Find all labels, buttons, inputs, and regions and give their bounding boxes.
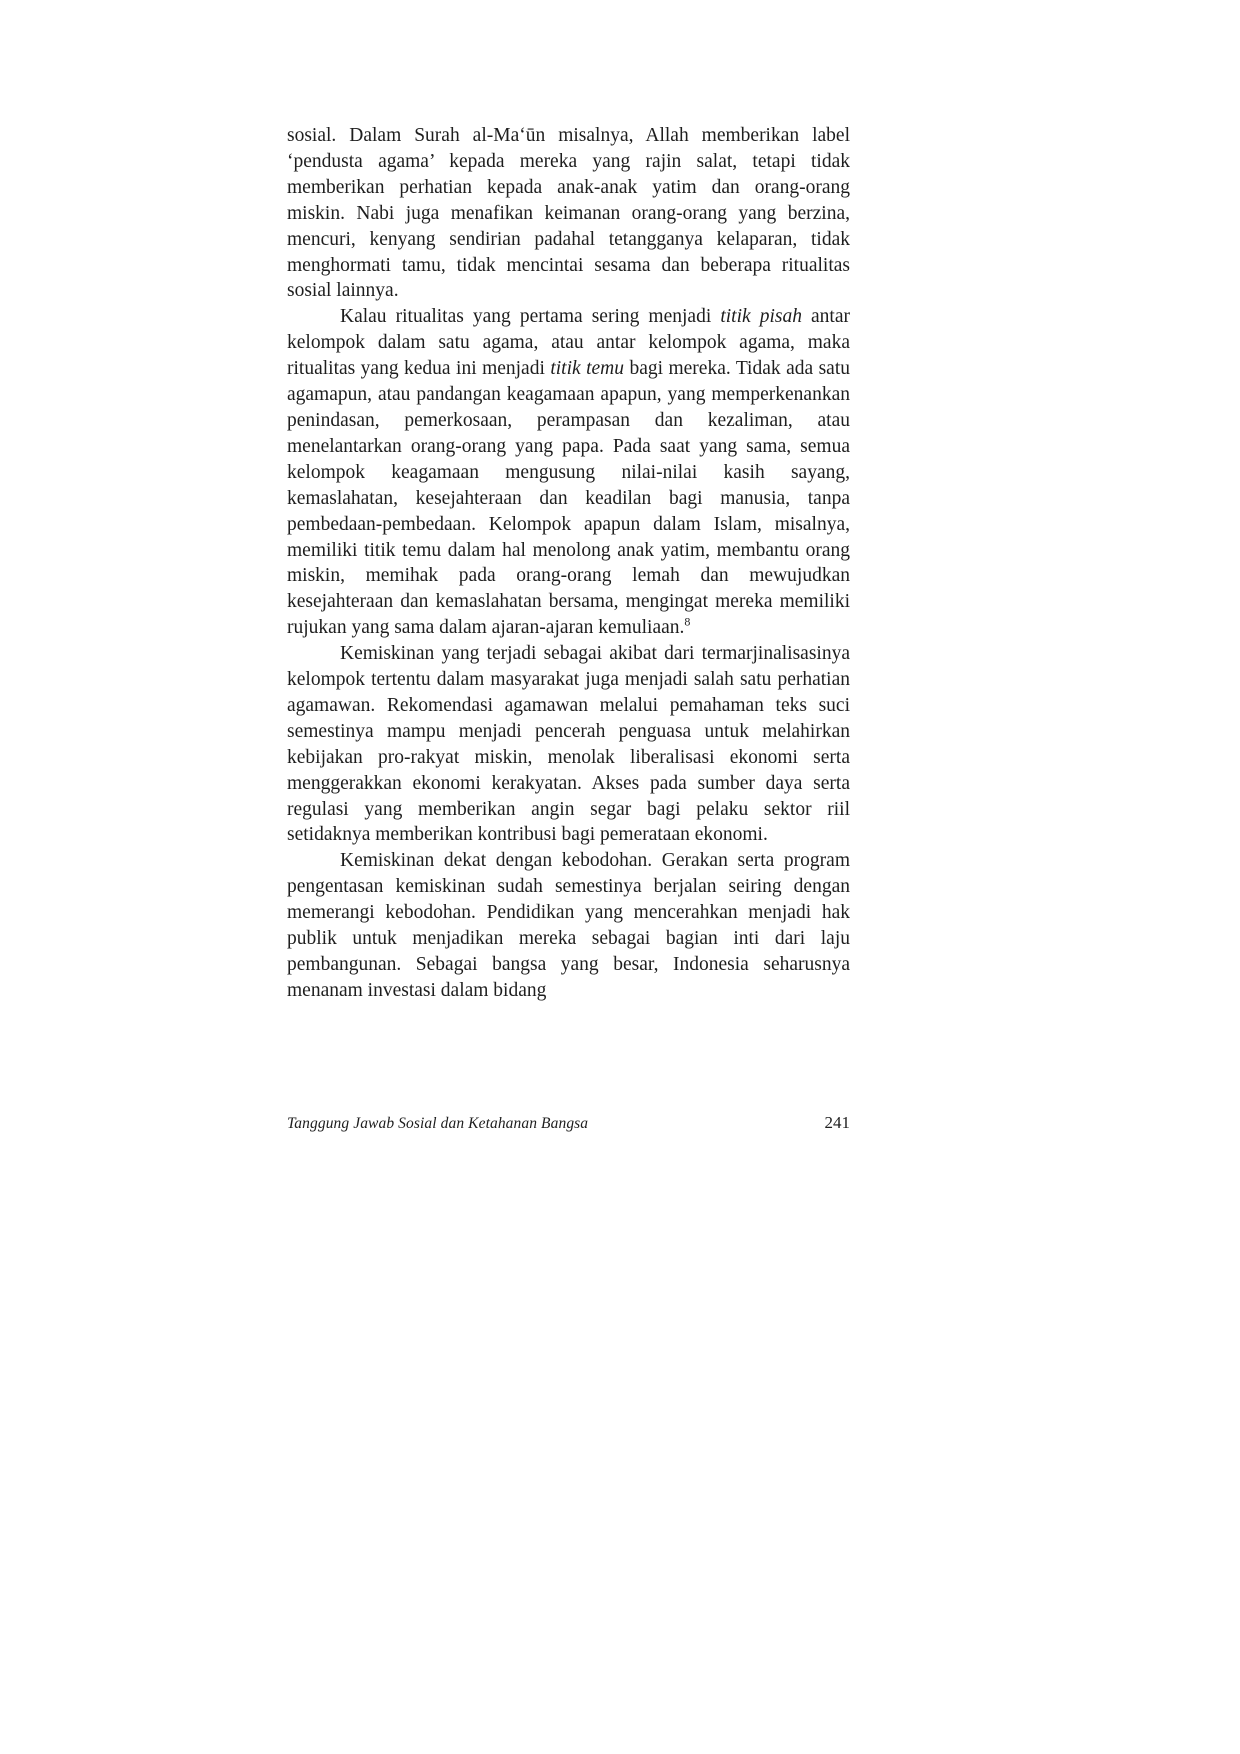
italic-phrase-titik-temu: titik temu — [550, 358, 625, 380]
page-number: 241 — [824, 1113, 850, 1132]
paragraph-2 — [287, 304, 850, 641]
body-text — [287, 123, 850, 1004]
paragraph-4-text: Kemiskinan dekat dengan kebodohan. Gerakan serta program pengentasan kemiskinan sudah semestinya berjalan seiring dengan memerangi kebodohan. Pendidikan yang mencerahkan menjadi hak publik untuk menjadikan mereka sebagai bagian inti dari laju pembangunan. Sebagai bangsa yang besar, Indonesia seharusnya menanam investasi dalam bidang — [287, 850, 850, 1001]
running-title: Tanggung Jawab Sosial dan Ketahanan Bangsa — [287, 1115, 589, 1132]
paragraph-1-text: sosial. Dalam Surah al-Ma‘ūn misalnya, Allah memberikan label ‘pendusta agama’ kepada mereka yang rajin salat, tetapi tidak memberikan perhatian kepada anak-anak yatim dan orang-orang miskin. Nabi juga menafikan keimanan orang-orang yang berzina, mencuri, kenyang sendirian padahal tetangganya kelaparan, tidak menghormati tamu, tidak mencintai sesama dan beberapa ritualitas sosial lainnya. — [287, 125, 850, 302]
page-footer — [287, 1113, 850, 1133]
paragraph-2-run-1: Kalau ritualitas yang pertama sering menjadi — [340, 306, 721, 328]
paragraph-3 — [287, 641, 850, 848]
paragraph-3-text: Kemiskinan yang terjadi sebagai akibat dari termarjinalisasinya kelompok tertentu dalam masyarakat juga menjadi salah satu perhatian agamawan. Rekomendasi agamawan melalui pemahaman teks suci semestinya mampu menjadi pencerah penguasa untuk melahirkan kebijakan pro-rakyat miskin, menolak liberalisasi ekonomi serta menggerakkan ekonomi kerakyatan. Akses pada sumber daya serta regulasi yang memberikan angin segar bagi pelaku sektor riil setidaknya memberikan kontribusi bagi pemerataan ekonomi. — [287, 643, 850, 846]
paragraph-2-run-5: bagi mereka. Tidak ada satu agamapun, atau pandangan keagamaan apapun, yang memperkenankan penindasan, pemerkosaan, perampasan dan kezaliman, atau menelantarkan orang-orang yang papa. Pada saat yang sama, semua kelompok keagamaan mengusung nilai-nilai kasih sayang, kemaslahatan, kesejahteraan dan keadilan bagi manusia, tanpa pembedaan-pembedaan. Kelompok apapun dalam Islam, misalnya, memiliki titik temu dalam hal menolong anak yatim, membantu orang miskin, memihak pada orang-orang lemah dan mewujudkan kesejahteraan dan kemaslahatan bersama, mengingat mereka memiliki rujukan yang sama dalam ajaran-ajaran kemuliaan. — [287, 358, 850, 639]
paragraph-1 — [287, 123, 850, 304]
paragraph-4 — [287, 848, 850, 1003]
italic-phrase-titik-pisah: titik pisah — [720, 306, 802, 328]
footnote-reference-8: 8 — [684, 614, 691, 629]
paragraph-2-run-3: antar kelompok dalam satu agama, atau antar kelompok agama, maka ritualitas yang kedua ini menjadi — [287, 306, 850, 380]
